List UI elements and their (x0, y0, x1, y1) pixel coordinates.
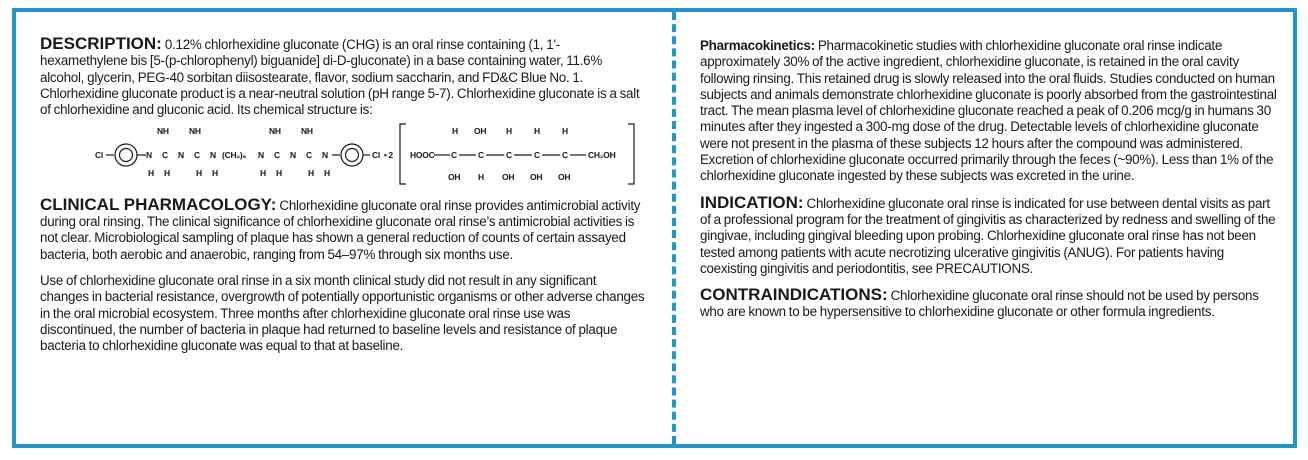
svg-text:C: C (478, 150, 484, 161)
svg-text:C: C (451, 150, 457, 161)
indication-heading: INDICATION: (700, 192, 804, 212)
svg-text:NH: NH (269, 126, 281, 137)
right-column (700, 38, 1278, 321)
svg-text:OH: OH (530, 172, 543, 183)
svg-text:H: H (562, 126, 568, 137)
svg-text:OH: OH (558, 172, 571, 183)
svg-text:OH: OH (448, 172, 461, 183)
description-heading: DESCRIPTION: (40, 34, 162, 53)
clinical-pharmacology-text: Chlorhexidine gluconate oral rinse provides antimicrobial activity during oral rinsing. The clinical significance of chlorhexidine gluconate oral rinse’s antimicrobial activities is not clear. Microbiological sampling of plaque has shown a general reduction of counts of certain assayed bacteria, both aerobic and anaerobic, ranging from 54–97% through six months use. (40, 197, 641, 262)
svg-text:H: H (534, 126, 540, 137)
svg-text:H: H (506, 126, 512, 137)
svg-text:H: H (308, 168, 314, 179)
svg-text:C: C (194, 150, 200, 161)
svg-text:NH: NH (301, 126, 313, 137)
column-divider (672, 12, 676, 444)
svg-text:H: H (148, 168, 154, 179)
svg-text:N: N (290, 150, 296, 161)
biguanide-right (258, 126, 330, 178)
pharmacokinetics-text: Pharmacokinetic studies with chlorhexidine gluconate oral rinse indicate approximately 30% of the active ingredient, chlorhexidine gluconate, is retained in the oral cavity following rinsing. This retained drug is slowly released into the oral fluids. Studies conducted on human subjects and animals demonstrate chlorhexidine gluconate is poorly absorbed from the gastrointestinal tract. The mean plasma level of chlorhexidine gluconate reached a peak of 0.206 mcg/g in humans 30 minutes after they ingested a 300-mg dose of the drug. Detectable levels of chlorhexidine gluconate were not present in the plasma of these subjects 12 hours after the compound was administered. Excretion of chlorhexidine gluconate occurred primarily through the feces (~90%). Less than 1% of the chlorhexidine gluconate ingested by these subjects was excreted in the urine. (700, 38, 1277, 184)
svg-text:N: N (210, 150, 216, 161)
left-column (40, 36, 646, 354)
svg-text:N: N (146, 150, 152, 161)
svg-text:H: H (212, 168, 218, 179)
svg-text:NH: NH (189, 126, 201, 137)
indication-text: Chlorhexidine gluconate oral rinse is indicated for use between dental visits as part of a professional program for the treatment of gingivitis as characterized by redness and swelling of the gingivae, including gingival bleeding upon probing. Chlorhexidine gluconate oral rinse has not been tested among patients with acute necrotizing ulcerative gingivitis (ANUG). For patients having coexisting gingivitis and periodontitis, see PRECAUTIONS. (700, 195, 1276, 276)
svg-text:N: N (322, 150, 328, 161)
svg-text:H: H (452, 126, 458, 137)
svg-text:C: C (306, 150, 312, 161)
svg-text:H: H (276, 168, 282, 179)
structure-cl-right: Cl (372, 150, 380, 161)
svg-text:H: H (324, 168, 330, 179)
svg-text:H: H (260, 168, 266, 179)
svg-text:HOOC: HOOC (410, 150, 435, 161)
pharmacokinetics-section (700, 38, 1278, 185)
pharmacokinetics-heading: Pharmacokinetics: (700, 38, 815, 53)
clinical-pharmacology-section (40, 194, 646, 263)
description-text: 0.12% chlorhexidine gluconate (CHG) is an oral rinse containing (1, 1'-hexamethylene bis [5-(p-chlorophenyl) biguanide] di-D-gluconate) in a base containing water, 11.6% alcohol, glycerin, PEG-40 sorbitan diisostearate, flavor, sodium saccharin, and FD&C Blue No. 1. Chlorhexidine gluconate product is a near-neutral solution (pH range 5-7). Chlorhexidine gluconate is a salt of chlorhexidine and gluconic acid. Its chemical structure is: (40, 37, 640, 118)
contraindications-heading: CONTRAINDICATIONS: (700, 285, 888, 305)
biguanide-left (146, 126, 218, 178)
svg-text:OH: OH (502, 172, 515, 183)
svg-text:N: N (178, 150, 184, 161)
contraindications-text: Chlorhexidine gluconate oral rinse should not be used by persons who are known to be hypersensitive to chlorhexidine gluconate or other formula ingredients. (700, 288, 1259, 320)
svg-text:H: H (478, 172, 484, 183)
chemical-structure (40, 122, 646, 186)
contraindications-section (700, 287, 1278, 321)
structure-cl-left: Cl (95, 150, 103, 161)
structure-dot-two: • 2 (384, 150, 393, 161)
svg-text:C: C (162, 150, 168, 161)
indication-section (700, 192, 1278, 277)
svg-text:C: C (562, 150, 568, 161)
hexamethylene-chain: (CH₂)₆ (222, 150, 247, 161)
svg-text:NH: NH (157, 126, 169, 137)
svg-text:OH: OH (474, 126, 487, 137)
clinical-pharmacology-heading: CLINICAL PHARMACOLOGY: (40, 194, 277, 214)
svg-text:C: C (274, 150, 280, 161)
description-section (40, 36, 646, 118)
svg-text:H: H (164, 168, 170, 179)
clinical-pharmacology-text-2: Use of chlorhexidine gluconate oral rinse in a six month clinical study did not result in any significant changes in bacterial resistance, overgrowth of potentially opportunistic organisms or other adverse changes in the oral microbial ecosystem. Three months after chlorhexidine gluconate oral rinse use was discontinued, the number of bacteria in plaque had returned to baseline levels and resistance of plaque bacteria to chlorhexidine gluconate was equal to that at baseline. (40, 272, 645, 354)
svg-text:C: C (506, 150, 512, 161)
svg-text:N: N (258, 150, 264, 161)
svg-text:C: C (534, 150, 540, 161)
svg-text:H: H (196, 168, 202, 179)
svg-text:CH₂OH: CH₂OH (588, 150, 616, 161)
gluconic-acid (410, 126, 616, 182)
